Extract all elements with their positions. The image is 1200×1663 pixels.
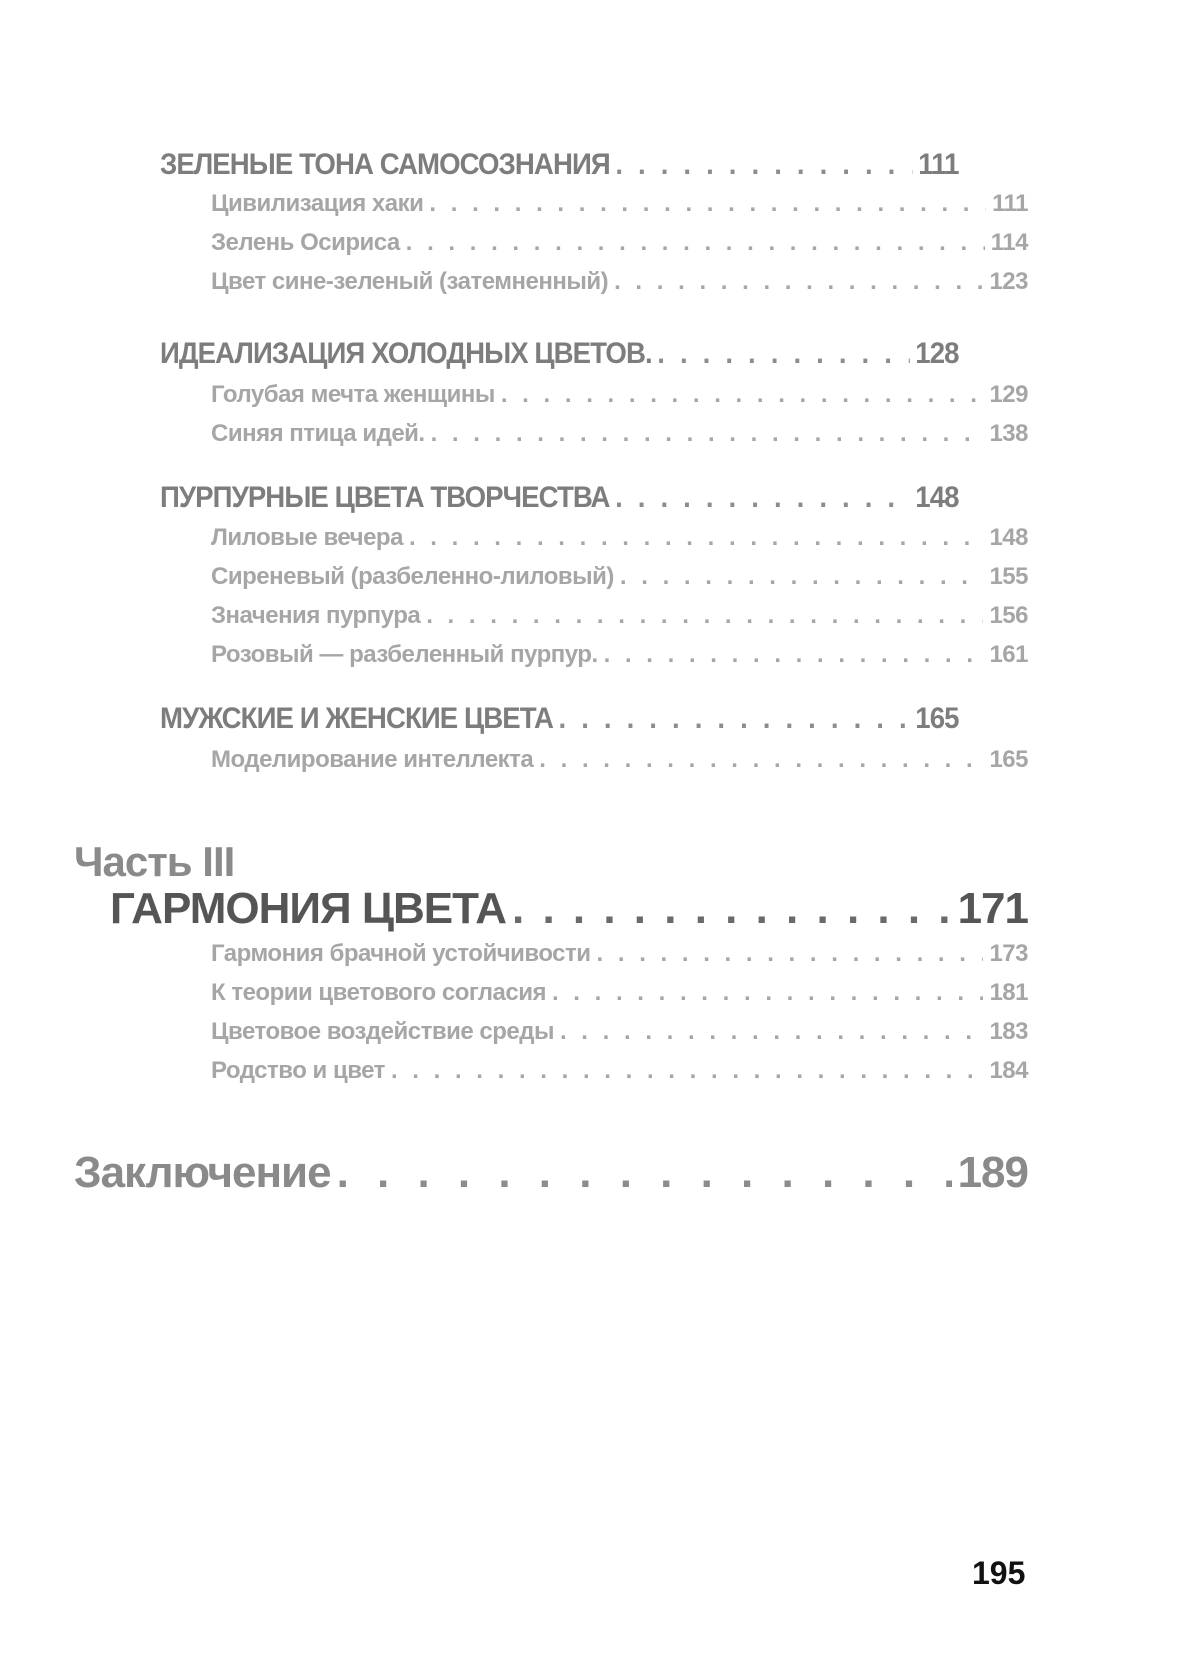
toc-item	[211, 641, 1028, 669]
toc-chapter-title: МУЖСКИЕ И ЖЕНСКИЕ ЦВЕТА	[160, 702, 553, 735]
toc-item	[211, 1018, 1028, 1046]
toc-item	[211, 602, 1028, 630]
dot-leader	[614, 268, 983, 296]
toc-item-title: Цветовое воздействие среды	[211, 1018, 554, 1045]
toc-item-title: Цвет сине-зеленый (затемненный)	[211, 268, 609, 295]
dot-leader	[426, 602, 983, 630]
toc-conclusion-title: Заключение	[74, 1148, 331, 1197]
dot-leader	[409, 524, 984, 552]
dot-leader	[597, 940, 984, 968]
toc-item	[211, 381, 1028, 409]
toc-chapter	[160, 148, 959, 182]
dot-leader	[657, 337, 909, 371]
toc-chapter-title: ИДЕАЛИЗАЦИЯ ХОЛОДНЫХ ЦВЕТОВ.	[160, 337, 652, 370]
dot-leader	[552, 979, 984, 1007]
toc-item-title: Сиреневый (разбеленно-лиловый)	[211, 563, 614, 590]
dot-leader	[539, 746, 983, 774]
dot-leader	[501, 381, 984, 409]
toc-chapter-page: 165	[915, 702, 959, 735]
toc-chapter-page: 128	[915, 337, 959, 370]
toc-item	[211, 190, 1028, 218]
toc-item	[211, 524, 1028, 552]
toc-part-title	[110, 884, 1028, 934]
toc-chapter	[160, 337, 959, 371]
dot-leader	[615, 148, 912, 182]
toc-part-title-text: ГАРМОНИЯ ЦВЕТА	[110, 884, 506, 933]
toc-item	[211, 268, 1028, 296]
toc-item-page: 123	[989, 268, 1028, 295]
dot-leader	[620, 563, 984, 591]
part-label: Часть III	[74, 838, 235, 885]
toc-item-page: 156	[989, 602, 1028, 629]
dot-leader	[615, 481, 910, 515]
toc-item-title: Цивилизация хаки	[211, 190, 424, 217]
toc-item-page: 138	[989, 420, 1028, 447]
toc-item-page: 161	[989, 641, 1028, 668]
toc-item-title: Гармония брачной устойчивости	[211, 940, 591, 967]
page-number: 195	[972, 1555, 1026, 1591]
toc-part-page: 171	[957, 884, 1028, 933]
toc-item-page: 165	[989, 746, 1028, 773]
toc-item-page: 183	[989, 1018, 1028, 1045]
toc-item-title: Синяя птица идей.	[211, 420, 425, 447]
toc-item	[211, 229, 1028, 257]
dot-leader	[337, 1148, 952, 1198]
toc-item-title: Моделирование интеллекта	[211, 746, 534, 773]
toc-chapter-page: 148	[915, 481, 959, 514]
toc-item-title: Лиловые вечера	[211, 524, 403, 551]
dot-leader	[429, 190, 986, 218]
toc-item	[211, 979, 1028, 1007]
toc-conclusion	[74, 1148, 1028, 1198]
toc-item	[211, 746, 1028, 774]
toc-chapter	[160, 702, 959, 736]
toc-item-title: Родство и цвет	[211, 1057, 385, 1084]
dot-leader	[512, 884, 952, 934]
toc-conclusion-page: 189	[957, 1148, 1028, 1197]
toc-item-title: Розовый — разбеленный пурпур.	[211, 641, 598, 668]
toc-item-page: 148	[989, 524, 1028, 551]
toc-item-title: Голубая мечта женщины	[211, 381, 495, 408]
toc-chapter	[160, 481, 959, 515]
dot-leader	[391, 1057, 984, 1085]
toc-chapter-title: ЗЕЛЕНЫЕ ТОНА САМОСОЗНАНИЯ	[160, 148, 610, 181]
toc-item-title: Значения пурпура	[211, 602, 421, 629]
toc-item-page: 114	[990, 229, 1028, 256]
dot-leader	[559, 702, 910, 736]
toc-item-page: 111	[992, 190, 1028, 217]
toc-item	[211, 420, 1028, 448]
toc-chapter-page: 111	[918, 148, 959, 181]
toc-chapter-title: ПУРПУРНЫЕ ЦВЕТА ТВОРЧЕСТВА	[160, 481, 610, 514]
toc-item	[211, 563, 1028, 591]
dot-leader	[406, 229, 985, 257]
toc-item	[211, 1057, 1028, 1085]
toc-item-page: 173	[989, 940, 1028, 967]
toc-item-title: Зелень Осириса	[211, 229, 400, 256]
dot-leader	[604, 641, 984, 669]
toc-item-page: 184	[989, 1057, 1028, 1084]
dot-leader	[431, 420, 984, 448]
toc-item-title: К теории цветового согласия	[211, 979, 546, 1006]
toc-item-page: 181	[989, 979, 1028, 1006]
toc-item	[211, 940, 1028, 968]
toc-item-page: 129	[989, 381, 1028, 408]
dot-leader	[560, 1018, 983, 1046]
toc-item-page: 155	[989, 563, 1028, 590]
